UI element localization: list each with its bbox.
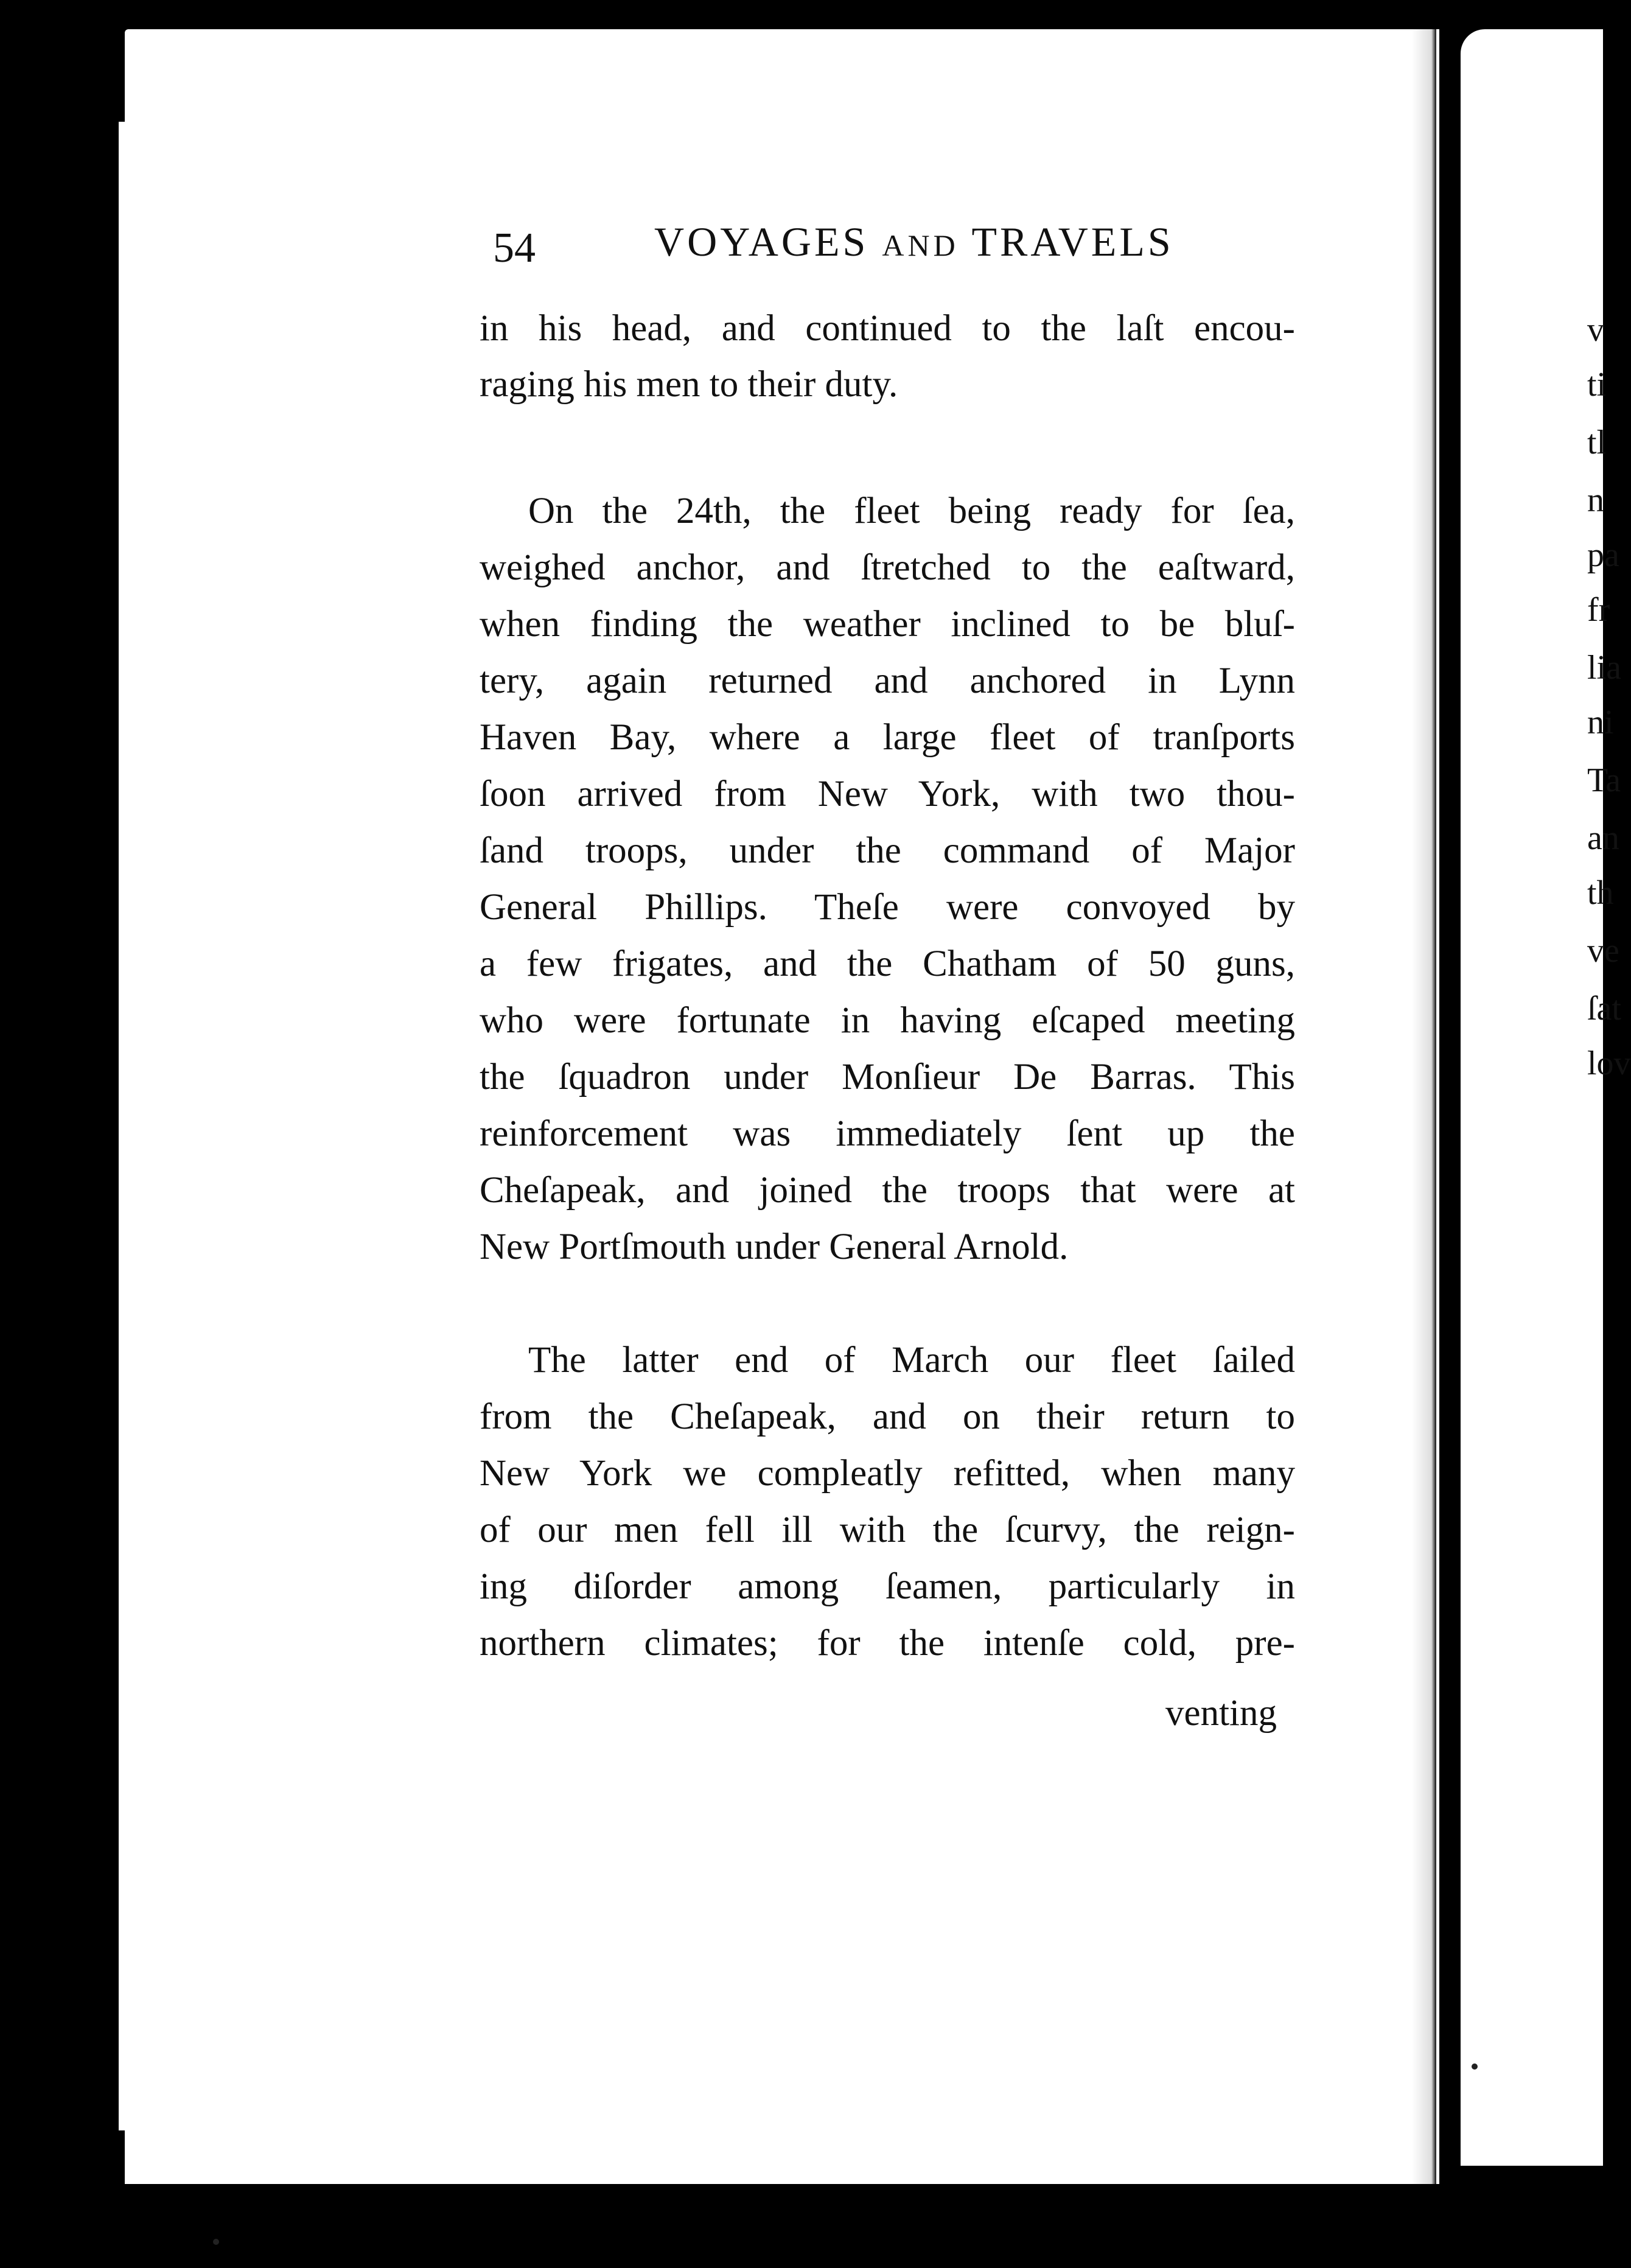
text-line: ſand troops, under the command of Major [480, 830, 1295, 871]
text-line: a few frigates, and the Chatham of 50 guns, [480, 943, 1295, 984]
running-title-part2: TRAVELS [971, 219, 1174, 265]
text-line: reinforcement was immediately ſent up the [480, 1113, 1295, 1154]
text-line: from the Cheſapeak, and on their return to [480, 1396, 1295, 1437]
text-line: in his head, and continued to the laſt encou- [480, 308, 1295, 349]
running-title-part1: VOYAGES [654, 219, 869, 265]
facing-page [1461, 29, 1603, 2166]
text-line: northern climates; for the intenſe cold, pre- [480, 1623, 1295, 1664]
text-line: the ſquadron under Monſieur De Barras. This [480, 1057, 1295, 1097]
page-number: 54 [493, 225, 536, 271]
text-line: ing diſorder among ſeamen, particularly in [480, 1566, 1295, 1607]
facing-fragment: tl [1587, 424, 1607, 461]
ink-speck [1472, 2063, 1478, 2070]
facing-fragment: Ta [1587, 761, 1621, 799]
facing-fragment: lia [1587, 649, 1621, 687]
book-gutter [1412, 29, 1436, 2184]
facing-fragment: lov [1587, 1045, 1631, 1082]
ink-speck [213, 2239, 219, 2245]
facing-fragment: pa [1587, 536, 1619, 574]
running-title [654, 218, 1174, 266]
text-line: New Portſmouth under General Arnold. [480, 1227, 1069, 1267]
text-line: weighed anchor, and ſtretched to the eaſtward, [480, 547, 1295, 588]
text-line: who were fortunate in having eſcaped meeting [480, 1000, 1295, 1041]
facing-fragment: ſat [1587, 990, 1621, 1027]
facing-fragment: th [1587, 874, 1614, 912]
text-line: On the 24th, the fleet being ready for ſea, [528, 491, 1295, 531]
catchword: venting [1165, 1693, 1277, 1734]
running-head [481, 218, 1211, 279]
text-line: The latter end of March our fleet ſailed [528, 1340, 1295, 1381]
text-line: General Phillips. Theſe were convoyed by [480, 887, 1295, 928]
facing-fragment: n [1587, 481, 1604, 519]
text-line: of our men fell ill with the ſcurvy, the reign- [480, 1510, 1295, 1550]
facing-fragment: an [1587, 819, 1619, 857]
facing-fragment: fr [1587, 591, 1610, 629]
text-line: when finding the weather inclined to be bluſ- [480, 604, 1295, 645]
text-line: Cheſapeak, and joined the troops that were at [480, 1170, 1295, 1211]
text-line: ſoon arrived from New York, with two thou- [480, 774, 1295, 814]
text-line: Haven Bay, where a large fleet of tranſports [480, 717, 1295, 758]
text-line: New York we compleatly refitted, when many [480, 1453, 1295, 1494]
running-title-and: AND [882, 228, 959, 262]
facing-fragment: ni [1587, 704, 1614, 741]
facing-fragment: ve [1587, 932, 1619, 970]
text-line: raging his men to their duty. [480, 364, 898, 405]
facing-fragment: ti [1587, 366, 1607, 404]
facing-fragment: v [1587, 311, 1604, 349]
text-line: tery, again returned and anchored in Lynn [480, 660, 1295, 701]
